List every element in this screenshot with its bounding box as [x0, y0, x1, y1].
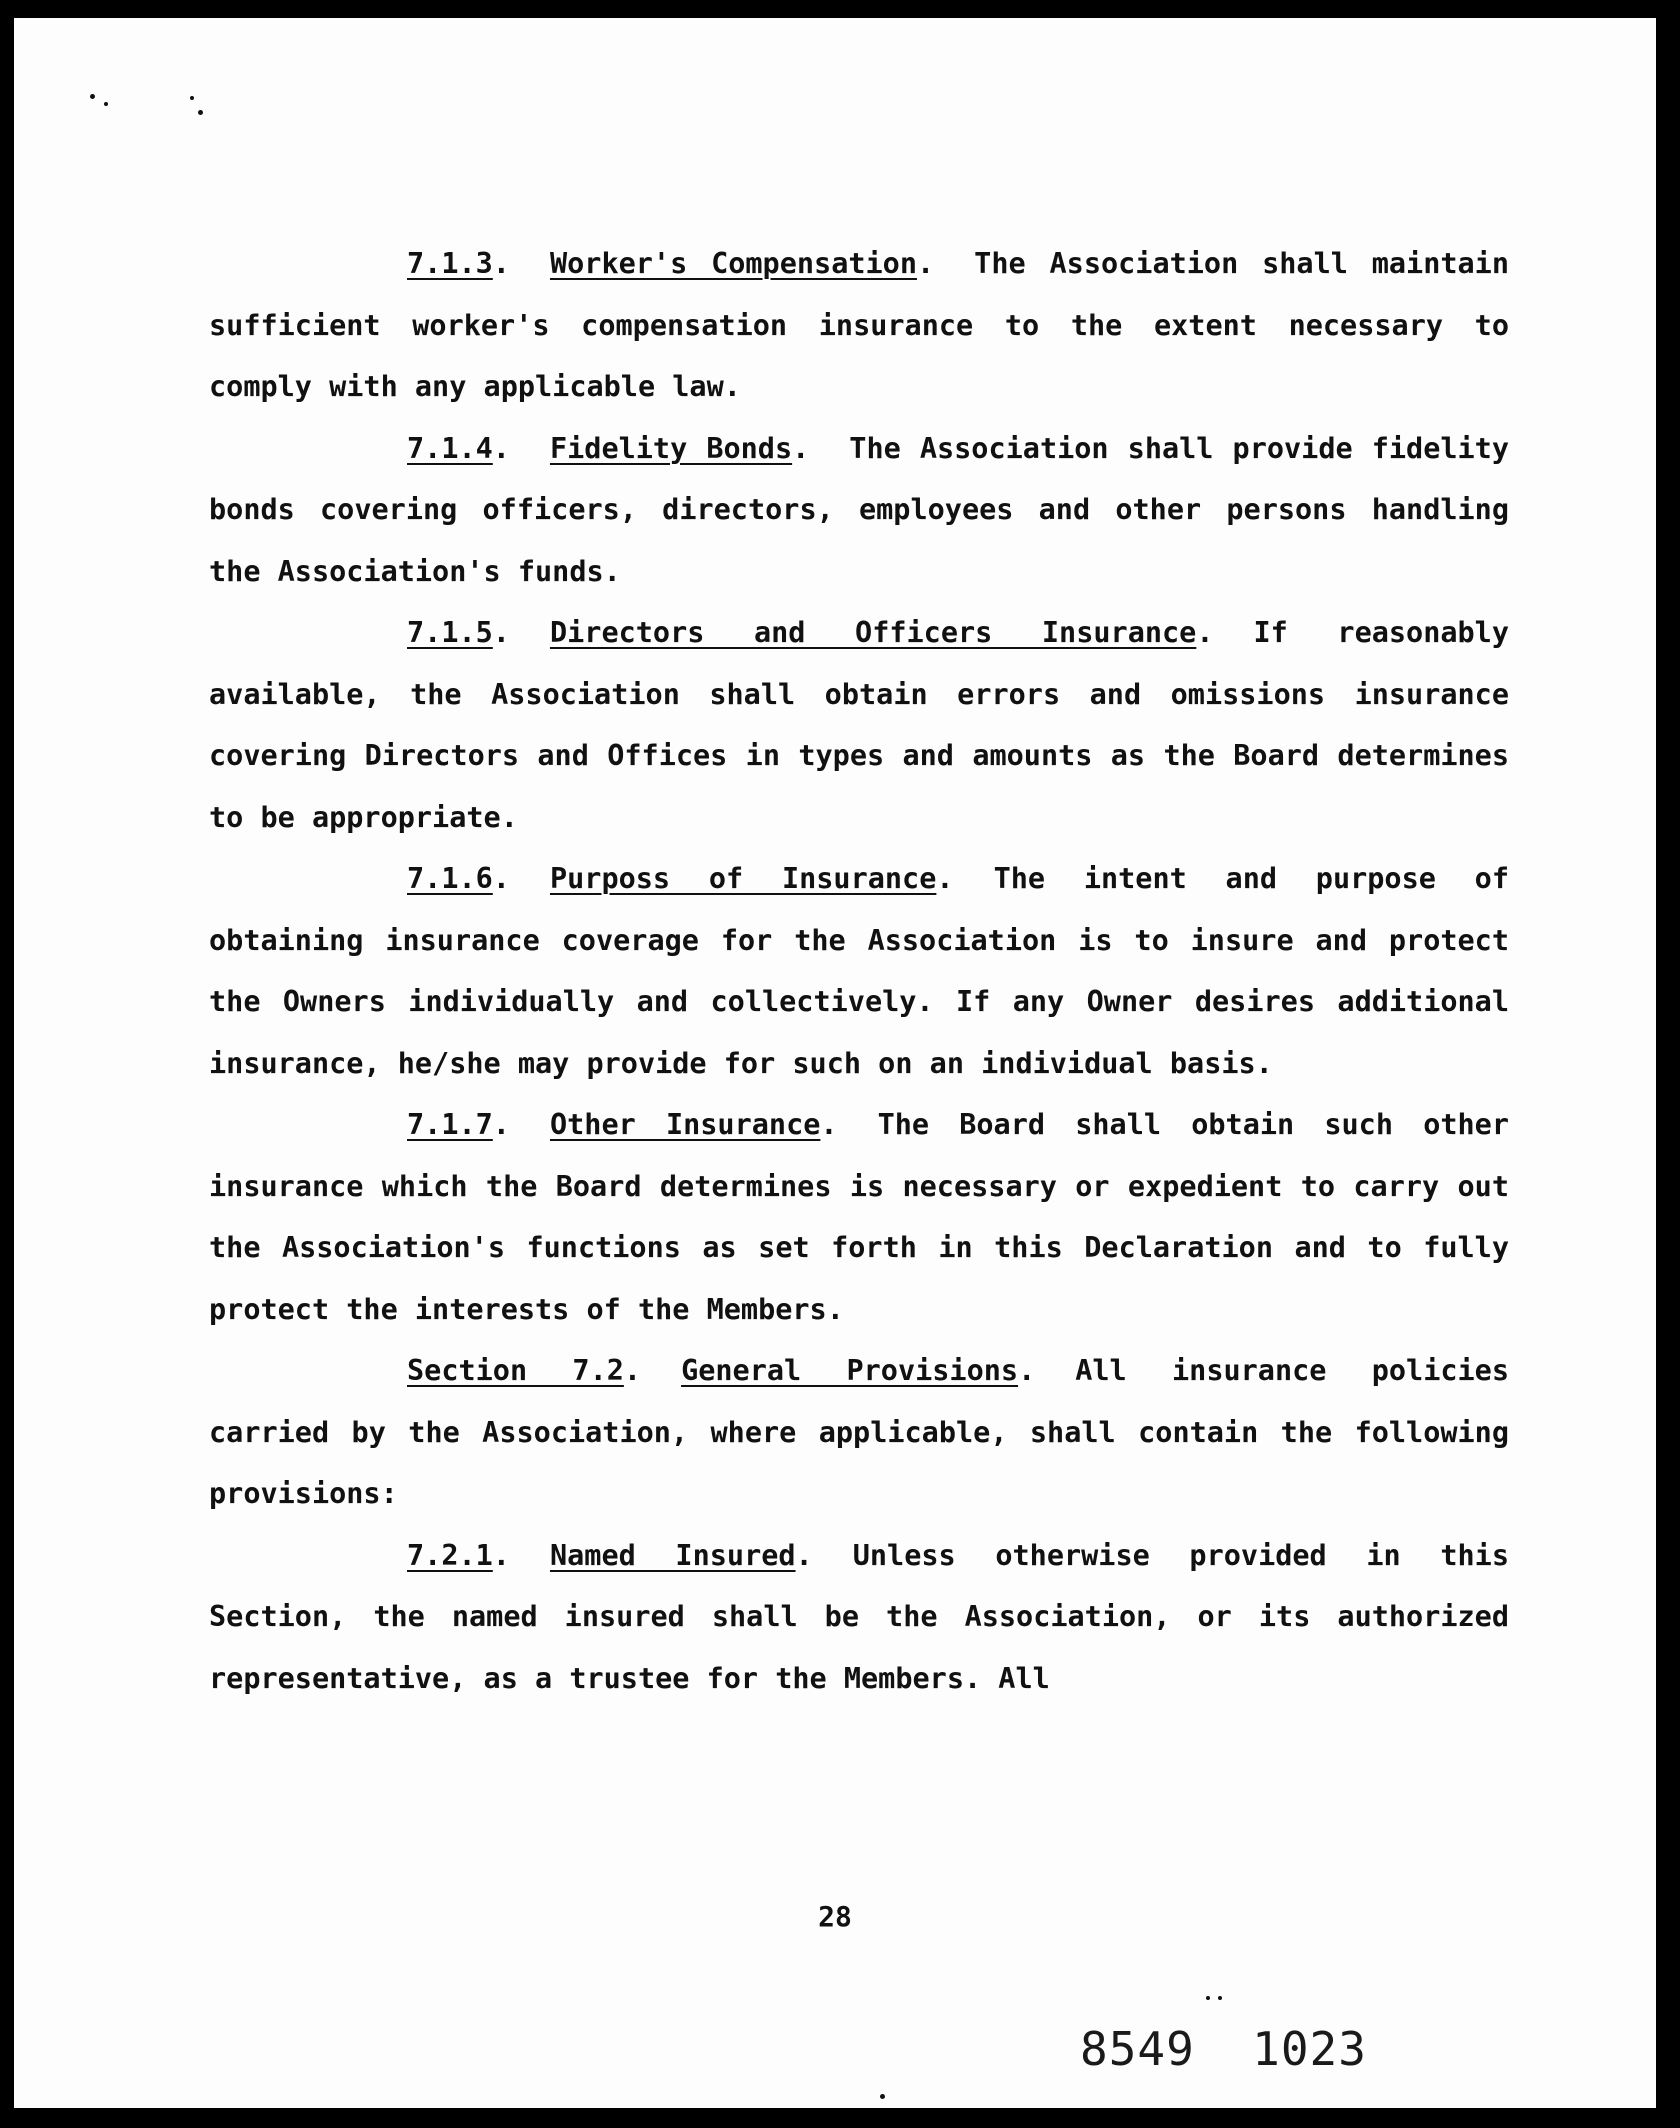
section-heading: Purposs of Insurance: [549, 862, 937, 895]
section-number: 7.1.7: [407, 1108, 493, 1141]
section-number: Section 7.2: [407, 1354, 624, 1387]
scan-speck: [104, 102, 108, 106]
section-7-1-5: 7.1.5. Directors and Officers Insurance. If reasonably available, the Association shall obtain errors and omissions insurance covering Directors and Offices in types and amounts as the Board determines to be appropriate.: [209, 616, 1509, 834]
section-heading: Directors and Officers Insurance: [549, 616, 1197, 649]
section-7-2-1: 7.2.1. Named Insured. Unless otherwise provided in this Section, the named insured shall be the Association, or its authorized representative, as a trustee for the Members. All: [209, 1538, 1509, 1695]
section-7-1-4: 7.1.4. Fidelity Bonds. The Association shall provide fidelity bonds covering officers, directors, employees and other persons handling the Association's funds.: [209, 431, 1509, 588]
section-heading: Other Insurance: [549, 1108, 821, 1141]
section-text: The intent and purpose of obtaining insurance coverage for the Association is to insure and protect the Owners individually and collectively. If any Owner desires additional insurance, he/she may provide for such on an individual basis.: [209, 862, 1510, 1080]
section-number: 7.1.3: [407, 247, 493, 280]
scan-speck: [880, 2094, 885, 2099]
document-body: [209, 233, 1509, 1709]
scan-speck: [1218, 1996, 1222, 2000]
section-text: Unless otherwise provided in this Section, the named insured shall be the Association, or its authorized representative, as a trustee for the Members. All: [209, 1538, 1509, 1695]
section-number: 7.1.4: [407, 431, 493, 465]
section-heading: Fidelity Bonds: [549, 431, 793, 465]
section-number: 7.1.5: [407, 616, 493, 649]
section-heading: Named Insured: [549, 1538, 796, 1572]
section-text: The Association shall maintain sufficient worker's compensation insurance to the extent necessary to comply with any applicable law.: [209, 247, 1509, 403]
document-page: [14, 18, 1656, 2108]
section-heading: General Provisions: [681, 1354, 1019, 1387]
section-heading: Worker's Compensation: [549, 247, 917, 280]
section-text: The Association shall provide fidelity bonds covering officers, directors, employees and other persons handling the Association's funds.: [209, 431, 1509, 588]
section-7-1-6: 7.1.6. Purposs of Insurance. The intent and purpose of obtaining insurance coverage for the Association is to insure and protect the Owners individually and collectively. If any Owner desires additional insurance, he/she may provide for such on an individual basis.: [209, 862, 1510, 1080]
section-text: The Board shall obtain such other insurance which the Board determines is necessary or expedient to carry out the Association's functions as set forth in this Declaration and to fully protect the interests of the Members.: [209, 1108, 1509, 1326]
page-number: 28: [818, 1900, 852, 1933]
scan-speck: [198, 110, 203, 115]
section-7-2: Section 7.2. General Provisions. All insurance policies carried by the Association, where applicable, shall contain the following provisions:: [209, 1354, 1509, 1510]
section-text: If reasonably available, the Association shall obtain errors and omissions insurance covering Directors and Offices in types and amounts as the Board determines to be appropriate.: [209, 616, 1509, 834]
document-code: 8549 1023: [1080, 2022, 1367, 2076]
section-text: All insurance policies carried by the Association, where applicable, shall contain the following provisions:: [209, 1354, 1509, 1510]
section-number: 7.2.1: [407, 1538, 493, 1572]
section-number: 7.1.6: [407, 862, 493, 895]
section-7-1-3: 7.1.3. Worker's Compensation. The Association shall maintain sufficient worker's compensation insurance to the extent necessary to comply with any applicable law.: [209, 247, 1509, 403]
scan-speck: [1206, 1996, 1210, 2000]
section-7-1-7: 7.1.7. Other Insurance. The Board shall obtain such other insurance which the Board determines is necessary or expedient to carry out the Association's functions as set forth in this Declaration and to fully protect the interests of the Members.: [209, 1108, 1509, 1326]
scan-speck: [190, 96, 194, 100]
scan-speck: [90, 94, 95, 99]
